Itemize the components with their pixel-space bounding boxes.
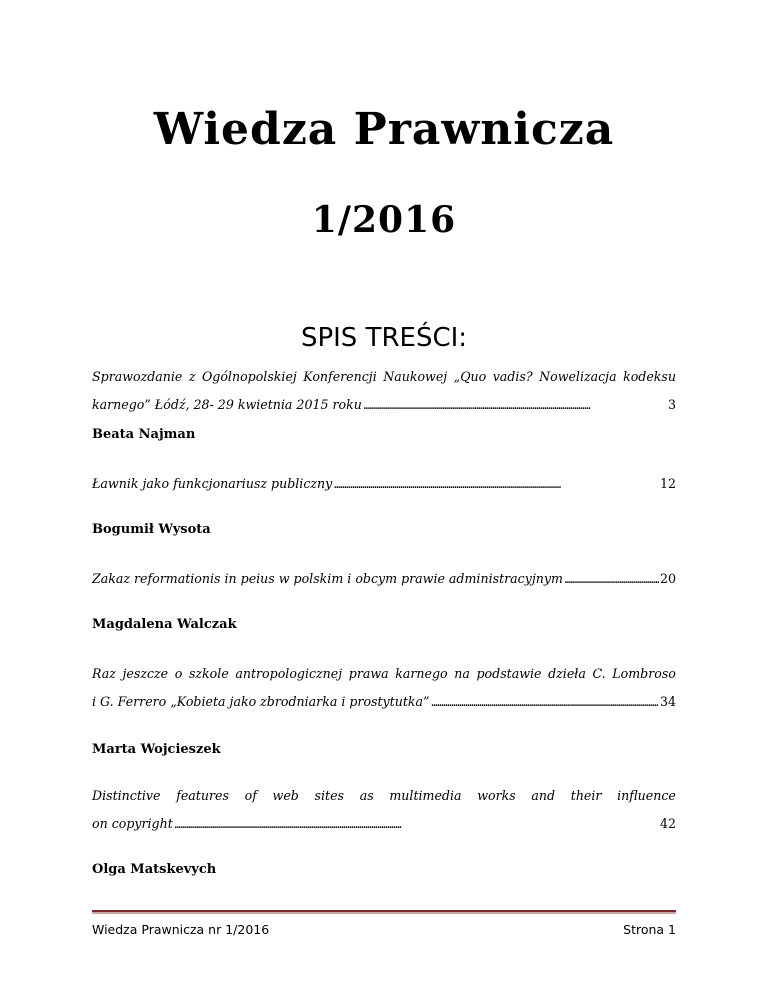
word: Raz	[92, 666, 116, 681]
word: prawa	[348, 666, 389, 681]
toc-author-1: Beata Najman	[92, 427, 196, 442]
word: and	[531, 788, 556, 803]
toc-entry-1-page: 3	[667, 397, 676, 412]
word: as	[359, 788, 374, 803]
word: Sprawozdanie	[92, 369, 183, 384]
toc-entry-4[interactable]	[92, 660, 676, 716]
toc-entry-2-line-1	[92, 470, 676, 498]
word: szkole	[188, 666, 229, 681]
toc-entry-4-line-2	[92, 688, 676, 716]
word: karnego	[395, 666, 448, 681]
toc-author-4: Marta Wojcieszek	[92, 742, 221, 757]
toc-author-5: Olga Matskevych	[92, 862, 217, 877]
toc-entry-4-line-1	[92, 660, 676, 688]
word: Distinctive	[92, 788, 161, 803]
word: influence	[617, 788, 676, 803]
footer-rule	[92, 910, 676, 912]
word: their	[570, 788, 602, 803]
toc-entry-3-page: 20	[659, 571, 676, 586]
word: podstawie	[476, 666, 542, 681]
toc-entry-2-title: Ławnik jako funkcjonariusz publiczny	[92, 476, 333, 491]
dot-leader	[564, 565, 659, 593]
toc-heading: SPIS TREŚCI:	[300, 323, 468, 353]
toc-author-3: Magdalena Walczak	[92, 617, 237, 632]
toc-author-2: Bogumił Wysota	[92, 522, 211, 537]
word: Ogólnopolskiej	[201, 369, 297, 384]
toc-entry-1-line-1	[92, 363, 676, 391]
word: vadis?	[492, 369, 533, 384]
word: antropologicznej	[235, 666, 343, 681]
toc-entry-5-title-end: on copyright	[92, 816, 173, 831]
toc-entry-2[interactable]	[92, 470, 676, 498]
toc-entry-2-page: 12	[659, 476, 676, 491]
toc-entry-5-page: 42	[659, 816, 676, 831]
toc-entry-5-line-1	[92, 782, 676, 810]
word: C.	[592, 666, 606, 681]
word: z	[188, 369, 196, 384]
toc-entry-5[interactable]	[92, 782, 676, 810]
word: features	[176, 788, 229, 803]
word: multimedia	[389, 788, 462, 803]
word: Nowelizacja	[539, 369, 617, 384]
toc-entry-4-title-end: i G. Ferrero „Kobieta jako zbrodniarka i prostytutka”	[92, 694, 430, 709]
toc-entry-1[interactable]	[92, 363, 676, 419]
word: web	[272, 788, 299, 803]
toc-entry-4-page: 34	[659, 694, 676, 709]
word: dzieła	[548, 666, 586, 681]
dot-leader	[363, 391, 667, 419]
toc-entry-1-line-2	[92, 391, 676, 419]
word: of	[244, 788, 257, 803]
word: „Quo	[453, 369, 487, 384]
toc-entry-5-line-2	[92, 810, 676, 838]
toc-entry-5-continued[interactable]	[92, 810, 676, 838]
dot-leader	[431, 688, 659, 716]
word: o	[174, 666, 183, 681]
word: Naukowej	[383, 369, 448, 384]
word: works	[477, 788, 516, 803]
toc-entry-3[interactable]	[92, 565, 676, 593]
toc-entry-3-line-1	[92, 565, 676, 593]
journal-title: Wiedza Prawnicza	[153, 104, 615, 155]
dot-leader	[174, 810, 659, 838]
issue-number: 1/2016	[311, 199, 457, 241]
toc-entry-3-title: Zakaz reformationis in peius w polskim i obcym prawie administracyjnym	[92, 571, 563, 586]
footer-page-label: Strona 1	[623, 922, 676, 937]
footer-journal-label: Wiedza Prawnicza nr 1/2016	[92, 922, 270, 937]
word: kodeksu	[623, 369, 676, 384]
dot-leader	[333, 470, 659, 498]
word: na	[454, 666, 470, 681]
word: sites	[314, 788, 344, 803]
toc-entry-1-title-end: karnego” Łódź, 28- 29 kwietnia 2015 roku	[92, 397, 362, 412]
word: Lombroso	[612, 666, 676, 681]
word: jeszcze	[122, 666, 169, 681]
word: Konferencji	[303, 369, 377, 384]
